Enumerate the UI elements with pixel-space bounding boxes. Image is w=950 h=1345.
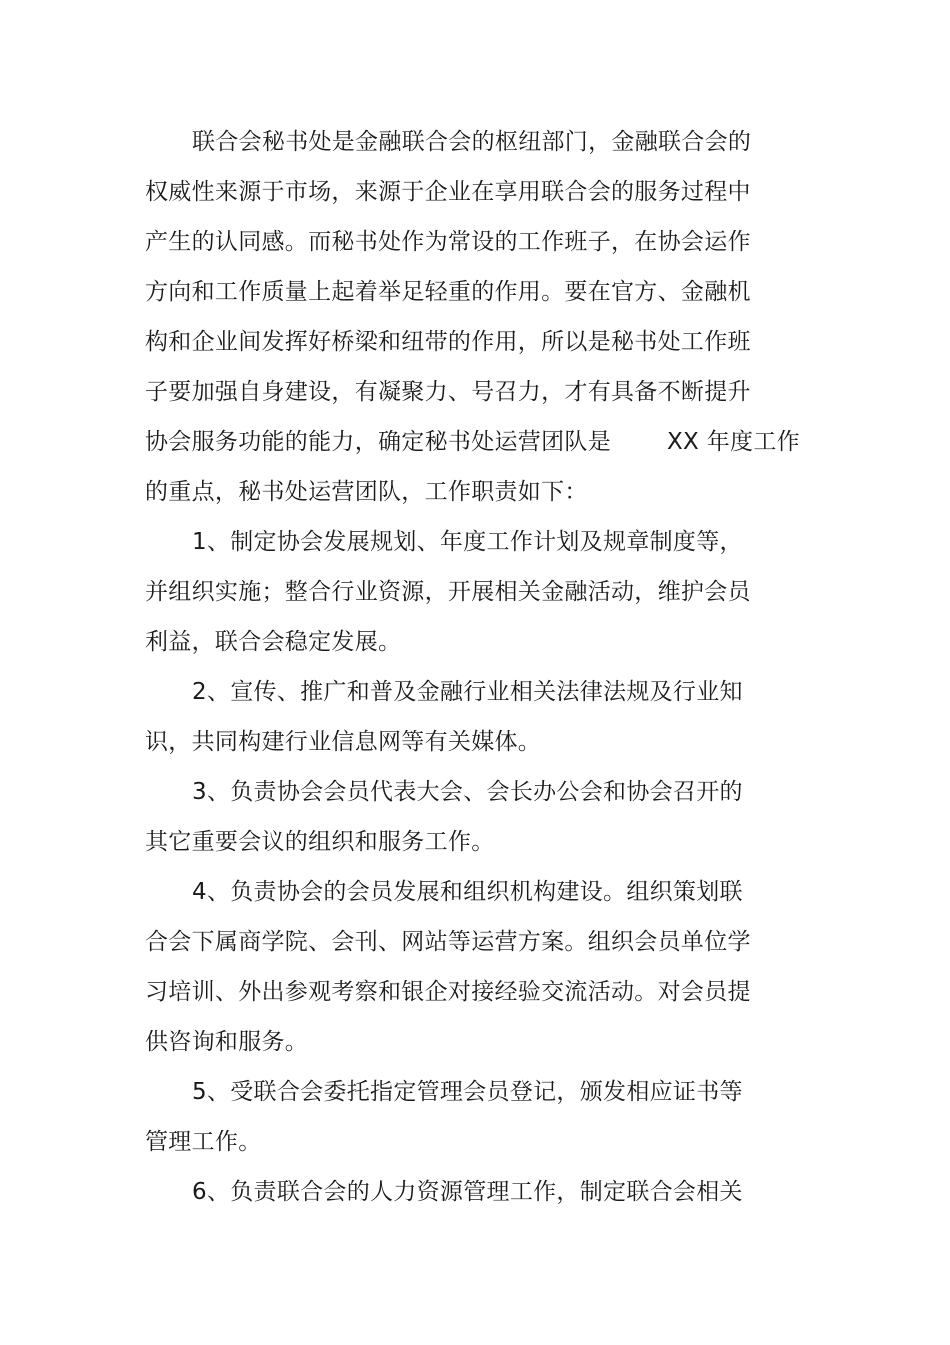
text-line: 3、负责协会会员代表大会、会长办公会和协会召开的	[192, 779, 743, 805]
text-line: 的重点，秘书处运营团队，工作职责如下：	[145, 479, 588, 505]
text-segment: XX 年度工作	[667, 429, 800, 455]
text-line: 利益，联合会稳定发展。	[145, 629, 402, 655]
text-segment: 协会服务功能的能力，确定秘书处运营团队是	[145, 429, 611, 455]
text-line	[145, 425, 805, 459]
text-line: 构和企业间发挥好桥梁和纽带的作用，所以是秘书处工作班	[145, 329, 751, 355]
text-line: 1、制定协会发展规划、年度工作计划及规章制度等，	[192, 529, 743, 555]
text-line: 管理工作。	[145, 1129, 262, 1155]
text-line: 并组织实施；整合行业资源，开展相关金融活动，维护会员	[145, 579, 751, 605]
text-line: 合会下属商学院、会刊、网站等运营方案。组织会员单位学	[145, 929, 751, 955]
text-line: 联合会秘书处是金融联合会的枢纽部门，金融联合会的	[192, 129, 752, 155]
text-line: 供咨询和服务。	[145, 1029, 309, 1055]
text-line: 子要加强自身建设，有凝聚力、号召力，才有具备不断提升	[145, 379, 751, 405]
text-line: 2、宣传、推广和普及金融行业相关法律法规及行业知	[192, 679, 743, 705]
text-line: 4、负责协会的会员发展和组织机构建设。组织策划联	[192, 879, 743, 905]
text-line: 产生的认同感。而秘书处作为常设的工作班子，在协会运作	[145, 229, 751, 255]
text-line: 权威性来源于市场，来源于企业在享用联合会的服务过程中	[145, 179, 751, 205]
text-line: 其它重要会议的组织和服务工作。	[145, 829, 495, 855]
text-line: 5、受联合会委托指定管理会员登记，颁发相应证书等	[192, 1079, 743, 1105]
text-line: 方向和工作质量上起着举足轻重的作用。要在官方、金融机	[145, 279, 751, 305]
text-line: 识，共同构建行业信息网等有关媒体。	[145, 729, 542, 755]
text-line: 6、负责联合会的人力资源管理工作，制定联合会相关	[192, 1179, 743, 1205]
text-line: 习培训、外出参观考察和银企对接经验交流活动。对会员提	[145, 979, 751, 1005]
